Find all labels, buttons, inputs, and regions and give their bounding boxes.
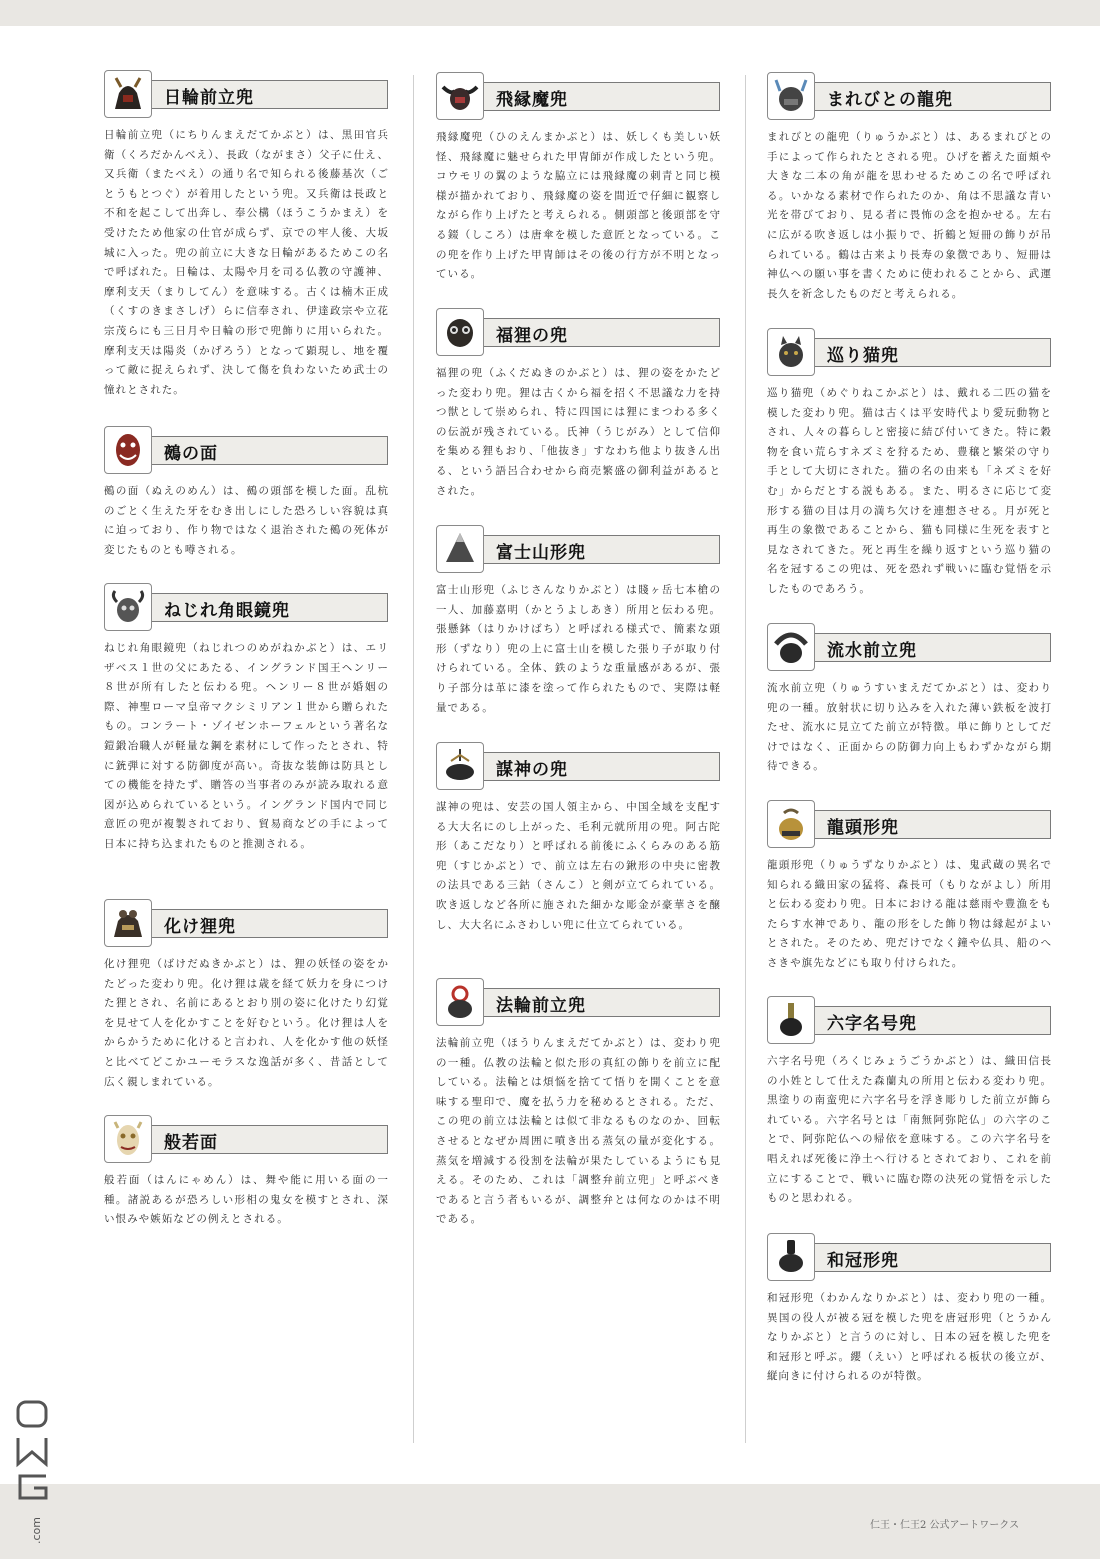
- entry-title: 般若面: [164, 1133, 218, 1153]
- column-divider: [413, 75, 414, 1443]
- entry-text: 六字名号兜（ろくじみょうごうかぶと）は、織田信長の小姓として仕えた森蘭丸の所用と伝わる変わり兜。黒塗りの南蛮兜に六字名号を浮き彫りした前立が飾られている。六字名号とは「南無阿弥陀仏」の六字のことで、阿弥陀仏への帰依を意味する。この六字名号を唱えれば死後に浄土へ行けるとされており、これを前立にすることで、戦いに臨む際の決死の覚悟を示したものと思われる。: [767, 1055, 1052, 1205]
- entry-text: 龍頭形兜（りゅうずなりかぶと）は、鬼武蔵の異名で知られる織田家の猛将、森長可（もりながよし）所用と伝わる変わり兜。日本における龍は慈雨や豊漁をもたらす水神であり、龍の形をした飾り物は縁起がよいとされた。そのため、兜だけでなく鐘や仏具、船のへさきや旗先などにも取り付けられた。: [767, 859, 1052, 969]
- entry-nejire-tsuno: [104, 583, 394, 855]
- entry-ryusui-maedate: [767, 623, 1057, 777]
- entry-hannya-mask: [104, 1115, 394, 1230]
- helmet-icon: [436, 308, 484, 356]
- entry-title: 六字名号兜: [827, 1014, 917, 1034]
- helmet-icon: [767, 623, 815, 671]
- entry-text: 化け狸兜（ばけだぬきかぶと）は、狸の妖怪の姿をかたどった変わり兜。化け狸は歳を経て妖力を身につけた狸とされ、名前にあるとおり別の姿に化けたり幻覚を見せて人を化かすことを好むという。化け狸は人をからかうために化けると言われ、人を化かす他の妖怪と比べてどこかユーモラスな逸話が多く、昔話として広く親しまれている。: [104, 958, 389, 1088]
- entry-nue-mask: [104, 426, 394, 560]
- entry-title: ねじれ角眼鏡兜: [164, 601, 290, 621]
- helmet-icon: [436, 742, 484, 790]
- svg-text:.com: .com: [30, 1517, 43, 1544]
- entry-title: 流水前立兜: [827, 641, 917, 661]
- entry-fuku-danuki: [436, 308, 726, 501]
- entry-text: まれびとの龍兜（りゅうかぶと）は、あるまれびとの手によって作られたとされる兜。ひげを蓄えた面頬や大きな二本の角が龍を思わせるためこの名で呼ばれる。いかなる素材で作られたのか、角は不思議な青い光を帯びており、見る者に畏怖の念を抱かせる。左右に広がる吹き返しは小振りで、折鶴と短冊の飾りが吊られている。鶴は古来より長寿の象徴であり、短冊は神仏への願い事を書くために使われることから、武運長久を祈念したものだと考えられる。: [767, 131, 1052, 300]
- entry-text: 富士山形兜（ふじさんなりかぶと）は賤ヶ岳七本槍の一人、加藤嘉明（かとうよしあき）所用と伝わる兜。張懸鉢（はりかけばち）と呼ばれる様式で、簡素な頭形（ずなり）兜の上に富士山を模した張り子が取り付けられている。全体、鉄のような重量感があるが、張り子部分は革に漆を塗って作られたもので、実際は軽量である。: [436, 584, 721, 714]
- helmet-icon: [436, 72, 484, 120]
- helmet-icon: [767, 800, 815, 848]
- entry-title: 化け狸兜: [164, 917, 236, 937]
- entry-title: 飛縁魔兜: [496, 90, 568, 110]
- watermark-logo: [10, 1398, 56, 1548]
- helmet-icon: [767, 328, 815, 376]
- entry-rokuji-myogo: [767, 996, 1057, 1209]
- entry-text: 鵺の面（ぬえのめん）は、鵺の頭部を模した面。乱杭のごとく生えた牙をむき出しにした恐ろしい容貌は真に迫っており、作り物ではなく退治された鵺の死体が変じたものとも噂される。: [104, 485, 389, 556]
- entry-text: 巡り猫兜（めぐりねこかぶと）は、戴れる二匹の猫を模した変わり兜。猫は古くは平安時代より愛玩動物とされ、人々の暮らしと密接に結び付いてきた。特に穀物を食い荒らすネズミを狩るため、豊穣と繁栄の守り手として大切にされた。猫の名の由来も「ネズミを好む」からだとする説もある。また、明るさに応じて変形する猫の目は月の満ち欠けを連想させる。月が死と再生の象徴であることから、猫も同様に生死を表すと見なされてきた。死と再生を繰り返すという巡り猫の名を冠するこの兜は、死を恐れず戦いに臨む覚悟を示したものであろう。: [767, 387, 1052, 595]
- entry-text: 日輪前立兜（にちりんまえだてかぶと）は、黒田官兵衛（くろだかんべえ）、長政（ながまさ）父子に仕え、又兵衛（またべえ）の通り名で知られる後藤基次（ごとうもとつぐ）が着用したという兜。又兵衛は長政と不和を起こして出奔し、奉公構（ほうこうかまえ）を受けたため他家の仕官が成らず、京での牢人後、大坂城に入った。兜の前立に大きな日輪があるためこの名で呼ばれた。日輪は、太陽や月を司る仏教の守護神、摩利支天（まりしてん）を意味する。古くは楠木正成（くすのきまさしげ）らに信奉され、伊達政宗や立花宗茂らにも三日月や日輪の形で兜飾りに用いられた。摩利支天は陽炎（かげろう）となって顕現し、地を覆って敵に捉えられず、決して傷を負わないため武士の憧れとされた。: [104, 129, 389, 396]
- helmet-icon: [436, 978, 484, 1026]
- entry-text: ねじれ角眼鏡兜（ねじれつのめがねかぶと）は、エリザベス１世の父にあたる、イングランド国王ヘンリー８世が所有したと伝わる兜。ヘンリー８世が婚姻の際、神聖ローマ皇帝マクシミリアン１世から贈られたもの。コンラート・ゾイゼンホーフェルという著名な鎧鍛冶職人が軽量な鋼を素材にして作ったとされ、特に銃弾に対する防御度が高い。奇抜な装飾は防具としての機能を持たず、贈答の当事者のみが読み取れる意図が込められているという。イングランド国内で同じ意匠の兜が複製されており、貿易商などの手によって日本に持ち込まれたものと推測される。: [104, 642, 389, 850]
- column-divider: [745, 75, 746, 1443]
- helmet-icon: [104, 70, 152, 118]
- entry-marebito-ryu: [767, 72, 1057, 304]
- entry-wakan-nari: [767, 1233, 1057, 1387]
- helmet-icon: [767, 72, 815, 120]
- helmet-icon: [767, 996, 815, 1044]
- mask-icon: [104, 426, 152, 474]
- entry-title: 法輪前立兜: [496, 996, 586, 1016]
- entry-text: 流水前立兜（りゅうすいまえだてかぶと）は、変わり兜の一種。放射状に切り込みを入れた薄い鉄板を波打たせ、流水に見立てた前立が特徴。単に飾りとしてだけではなく、正面からの防御力向上もわずかながら期待できる。: [767, 682, 1052, 773]
- entry-fujisan-nari: [436, 525, 726, 718]
- entry-text: 謀神の兜は、安芸の国人領主から、中国全域を支配する大大名にのし上がった、毛利元就所用の兜。阿古陀形（あこだなり）と呼ばれる前後にふくらみのある筋兜（すじかぶと）で、前立は左右の鍬形の中央に密教の法具である三鈷（さんこ）と剣が立てられている。吹き返しなど各所に施された細かな彫金が豪華さを醸し、大大名にふさわしい兜に仕立てられている。: [436, 801, 721, 931]
- entry-nichirin-maedate: [104, 70, 394, 400]
- entry-text: 法輪前立兜（ほうりんまえだてかぶと）は、変わり兜の一種。仏教の法輪と似た形の真紅の飾りを前立に配している。法輪とは煩悩を捨てて悟りを開くことを意味する聖印で、魔を払う力を秘めるとされる。ただ、この兜の前立は法輪とは似て非なるものなのか、回転させるとなぜか周囲に噴き出る蒸気の量が変化する。蒸気を増減する役割を法輪が果たしているようにも見える。そのため、これは「調整弁前立兜」と呼ぶべきであると言う者もいるが、調整弁とは何なのかは不明である。: [436, 1037, 721, 1226]
- entry-horin-maedate: [436, 978, 726, 1230]
- entry-title: 鵺の面: [164, 444, 218, 464]
- entry-text: 般若面（はんにゃめん）は、舞や能に用いる面の一種。諸説あるが恐ろしい形相の鬼女を模すとされ、深い恨みや嫉妬などの例えとされる。: [104, 1174, 389, 1226]
- entry-text: 福狸の兜（ふくだぬきのかぶと）は、狸の姿をかたどった変わり兜。狸は古くから福を招く不思議な力を持つ獣として崇められ、特に四国には狸にまつわる多くの伝説が残されている。氏神（うじがみ）として信仰を集める狸もおり、「他抜き」すなわち他より抜きん出る、という語呂合わせから商売繁盛の御利益があるとされた。: [436, 367, 721, 497]
- entry-title: 和冠形兜: [827, 1251, 899, 1271]
- entry-title: 富士山形兜: [496, 543, 586, 563]
- entry-title: 龍頭形兜: [827, 818, 899, 838]
- entry-title: 福狸の兜: [496, 326, 568, 346]
- helmet-icon: [767, 1233, 815, 1281]
- helmet-icon: [436, 525, 484, 573]
- helmet-icon: [104, 583, 152, 631]
- helmet-icon: [104, 899, 152, 947]
- entry-title: 謀神の兜: [496, 760, 568, 780]
- entry-meguri-neko: [767, 328, 1057, 600]
- top-border: [0, 0, 1100, 26]
- entry-bake-danuki: [104, 899, 394, 1092]
- mask-icon: [104, 1115, 152, 1163]
- entry-text: 飛縁魔兜（ひのえんまかぶと）は、妖しくも美しい妖怪、飛縁魔に魅せられた甲冑師が作成したという兜。コウモリの翼のような脇立には飛縁魔の刺青と同じ模様が描かれており、飛縁魔の姿を間近で仔細に観察しながら作り上げたと考えられる。側頭部と後頭部を守る錣（しころ）は唐傘を模した意匠となっている。この兜を作り上げた甲冑師はその後の行方が不明となっている。: [436, 131, 721, 281]
- entry-title: 日輪前立兜: [164, 88, 254, 108]
- entry-ryuzu-nari: [767, 800, 1057, 974]
- entry-title: 巡り猫兜: [827, 346, 899, 366]
- page-footer: 仁王・仁王2 公式アートワークス: [870, 1520, 1020, 1531]
- entry-title: まれびとの龍兜: [827, 90, 953, 110]
- entry-hinoenma: [436, 72, 726, 285]
- entry-text: 和冠形兜（わかんなりかぶと）は、変わり兜の一種。異国の役人が被る冠を模した兜を唐冠形兜（とうかんなりかぶと）と言うのに対し、日本の冠を模した兜を和冠形と呼ぶ。纓（えい）と呼ばれる板状の後立が、縦向きに付けられるのが特徴。: [767, 1292, 1052, 1383]
- entry-boshin: [436, 742, 726, 935]
